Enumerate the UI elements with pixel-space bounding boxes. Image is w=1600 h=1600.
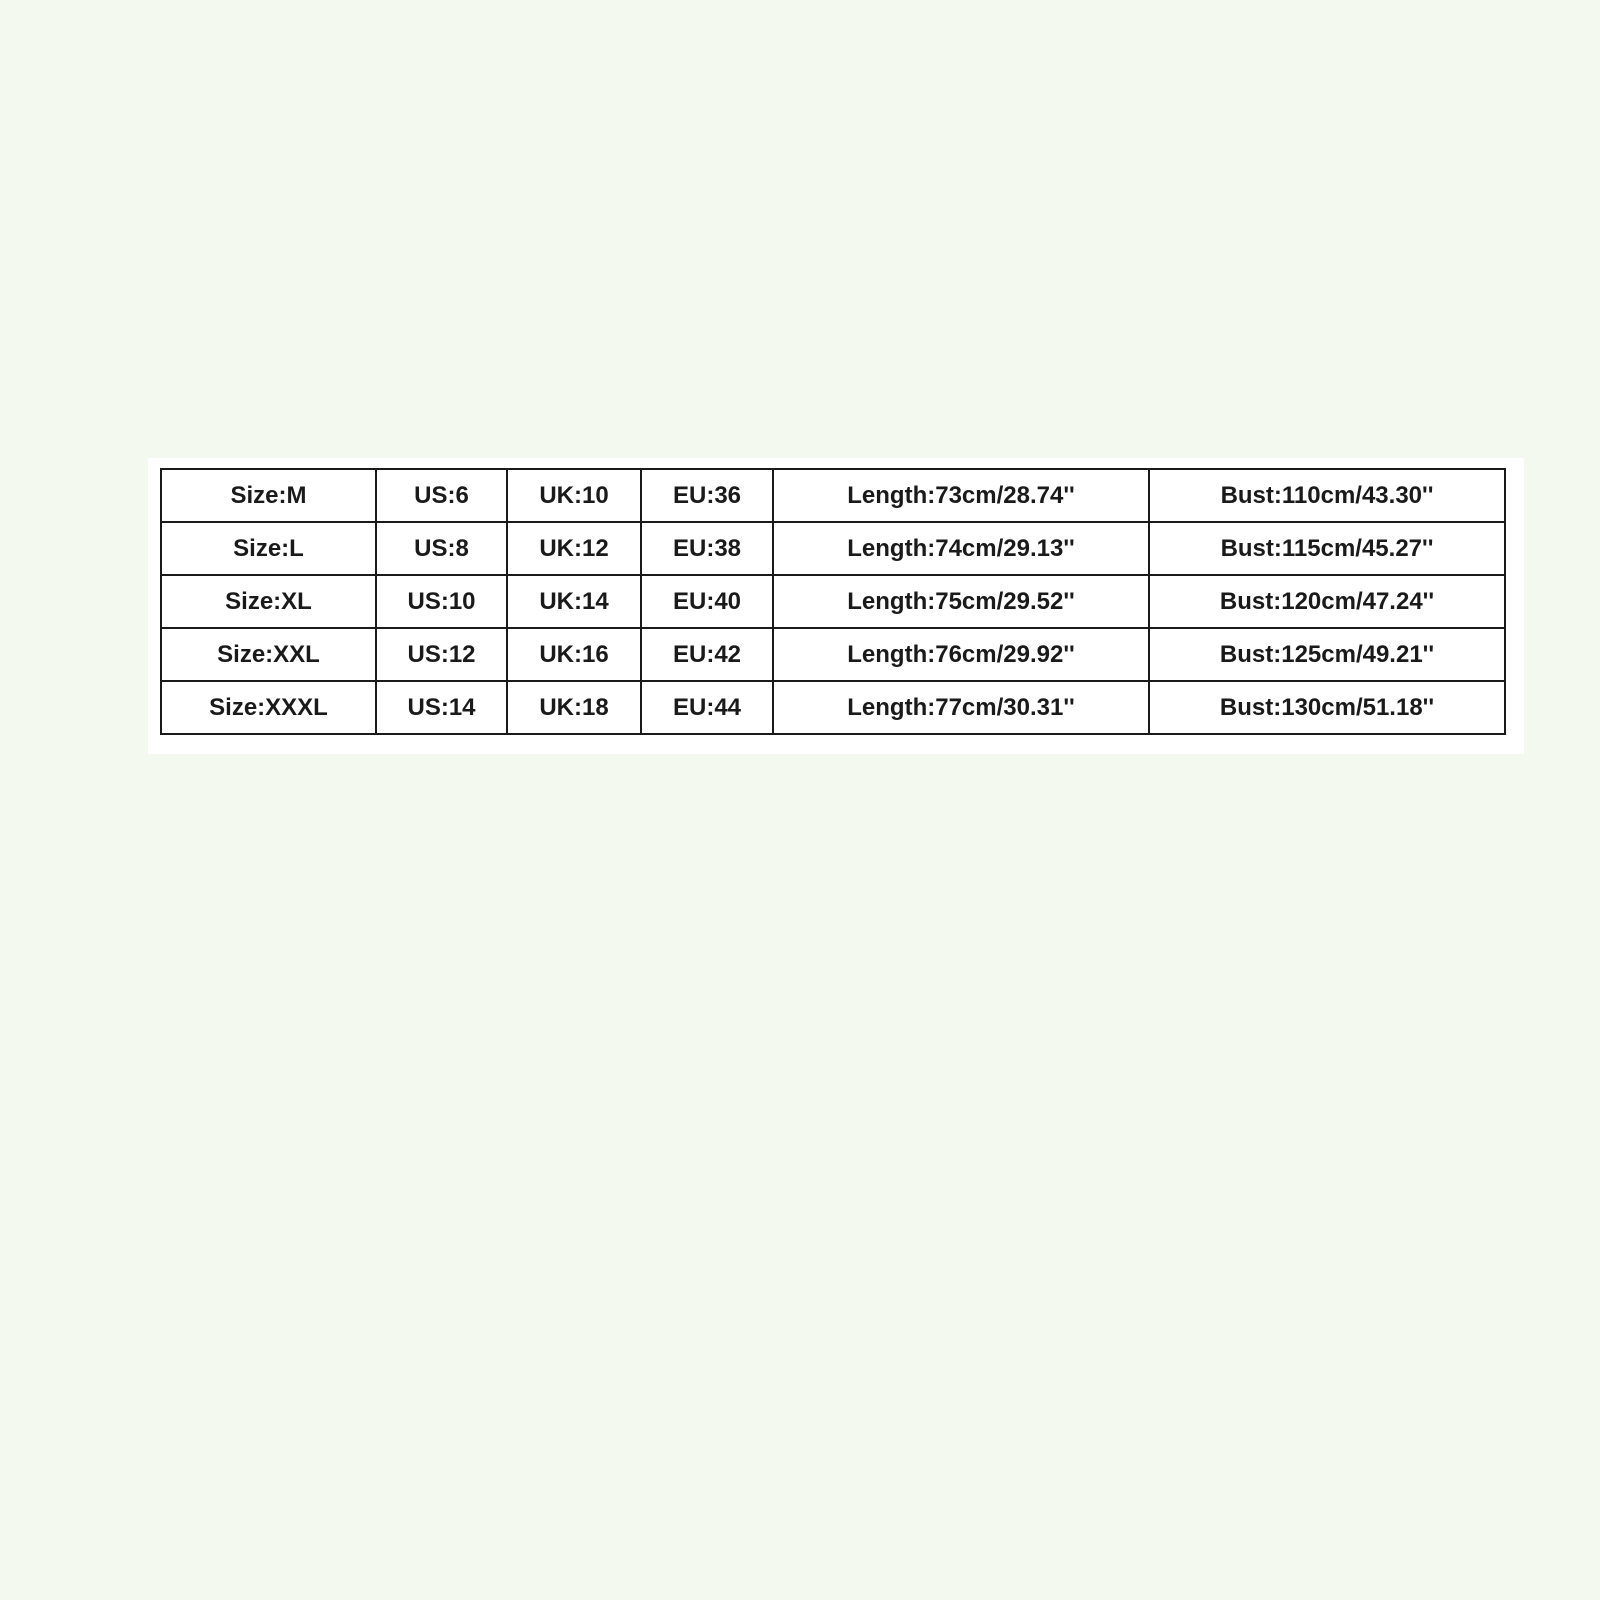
- uk-size-cell: UK:12: [507, 522, 641, 575]
- uk-size-cell: UK:14: [507, 575, 641, 628]
- bust-cell: Bust:120cm/47.24'': [1149, 575, 1505, 628]
- bust-cell: Bust:115cm/45.27'': [1149, 522, 1505, 575]
- length-cell: Length:74cm/29.13'': [773, 522, 1149, 575]
- eu-size-cell: EU:44: [641, 681, 773, 734]
- table-row-size-l: [161, 522, 1505, 575]
- eu-size-cell: EU:36: [641, 469, 773, 522]
- size-cell: Size:XL: [161, 575, 376, 628]
- uk-size-cell: UK:10: [507, 469, 641, 522]
- size-chart-table: [160, 468, 1506, 735]
- size-cell: Size:M: [161, 469, 376, 522]
- table-row-size-m: [161, 469, 1505, 522]
- us-size-cell: US:10: [376, 575, 507, 628]
- eu-size-cell: EU:42: [641, 628, 773, 681]
- table-row-size-xl: [161, 575, 1505, 628]
- bust-cell: Bust:110cm/43.30'': [1149, 469, 1505, 522]
- size-cell: Size:XXL: [161, 628, 376, 681]
- table-row-size-xxl: [161, 628, 1505, 681]
- uk-size-cell: UK:18: [507, 681, 641, 734]
- us-size-cell: US:14: [376, 681, 507, 734]
- length-cell: Length:76cm/29.92'': [773, 628, 1149, 681]
- size-chart-card: [148, 458, 1524, 754]
- us-size-cell: US:12: [376, 628, 507, 681]
- eu-size-cell: EU:40: [641, 575, 773, 628]
- size-cell: Size:L: [161, 522, 376, 575]
- length-cell: Length:73cm/28.74'': [773, 469, 1149, 522]
- length-cell: Length:77cm/30.31'': [773, 681, 1149, 734]
- size-cell: Size:XXXL: [161, 681, 376, 734]
- eu-size-cell: EU:38: [641, 522, 773, 575]
- length-cell: Length:75cm/29.52'': [773, 575, 1149, 628]
- table-row-size-xxxl: [161, 681, 1505, 734]
- uk-size-cell: UK:16: [507, 628, 641, 681]
- us-size-cell: US:8: [376, 522, 507, 575]
- bust-cell: Bust:130cm/51.18'': [1149, 681, 1505, 734]
- us-size-cell: US:6: [376, 469, 507, 522]
- bust-cell: Bust:125cm/49.21'': [1149, 628, 1505, 681]
